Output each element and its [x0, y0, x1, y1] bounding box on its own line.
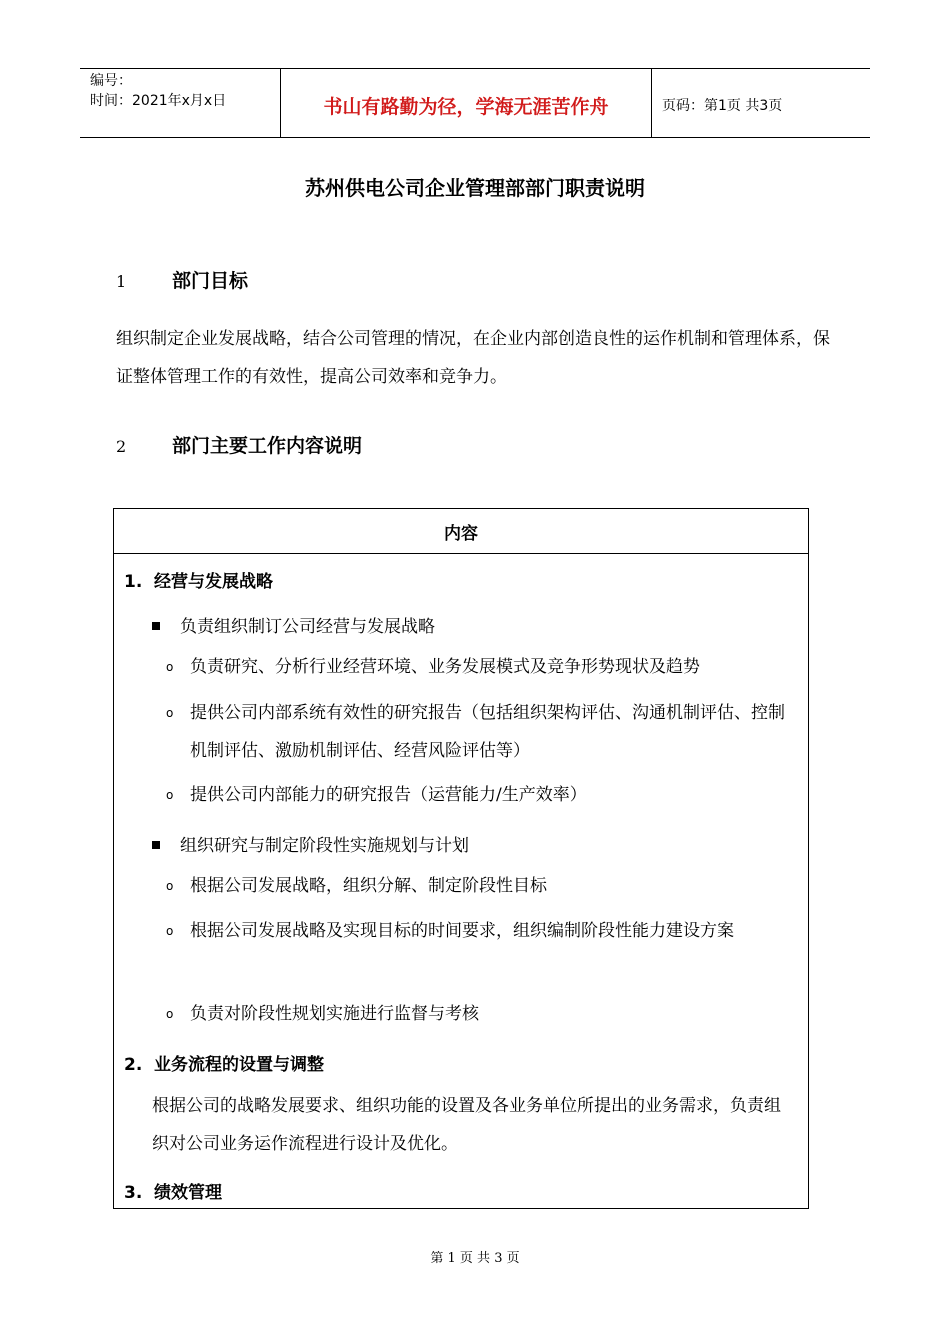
circle-bullet-icon: o — [166, 660, 174, 674]
list-item: o 根据公司发展战略及实现目标的时间要求，组织编制阶段性能力建设方案 — [166, 912, 796, 950]
circle-bullet-icon: o — [166, 788, 174, 802]
header-motto: 书山有路勤为径，学海无涯苦作舟 — [280, 69, 652, 137]
header-meta — [80, 69, 280, 137]
section-1-text: 组织制定企业发展战略，结合公司管理的情况，在企业内部创造良性的运作机制和管理体系，保证整体管理工作的有效性，提高公司效率和竞争力。 — [116, 329, 830, 387]
square-bullet-icon — [152, 622, 160, 630]
circle-bullet-icon: o — [166, 924, 174, 938]
list-item: 组织研究与制定阶段性实施规划与计划 — [152, 831, 469, 856]
section-1-heading — [116, 266, 248, 293]
section-1-title: 部门目标 — [172, 270, 249, 292]
content-table — [113, 508, 809, 1209]
number-label: 编号： — [90, 73, 132, 89]
section-2-heading — [116, 431, 362, 458]
circle-bullet-icon: o — [166, 879, 174, 893]
section-2-number: 2 — [116, 437, 127, 456]
list-item: o 提供公司内部系统有效性的研究报告（包括组织架构评估、沟通机制评估、控制机制评估、激励机制评估、经营风险评估等） — [166, 694, 796, 770]
header-page-info: 页码：第1页 共3页 — [662, 98, 783, 114]
section-1-number: 1 — [116, 272, 127, 291]
circle-bullet-icon: o — [166, 706, 174, 720]
item-2-heading: 2. 业务流程的设置与调整 — [124, 1055, 324, 1075]
circle-bullet-icon: o — [166, 1007, 174, 1021]
item-1-heading: 1. 经营与发展战略 — [124, 572, 273, 592]
list-item: o 根据公司发展战略，组织分解、制定阶段性目标 — [166, 867, 796, 905]
list-item: 负责组织制订公司经营与发展战略 — [152, 612, 435, 637]
page-header — [80, 68, 870, 138]
section-2-title: 部门主要工作内容说明 — [172, 435, 363, 457]
list-item: o 负责对阶段性规划实施进行监督与考核 — [166, 995, 796, 1033]
document-title: 苏州供电公司企业管理部部门职责说明 — [305, 176, 645, 200]
table-header: 内容 — [114, 509, 808, 554]
list-item: o 负责研究、分析行业经营环境、业务发展模式及竞争形势现状及趋势 — [166, 648, 796, 686]
item-2-text: 根据公司的战略发展要求、组织功能的设置及各业务单位所提出的业务需求，负责组织对公司业务运作流程进行设计及优化。 — [152, 1096, 781, 1154]
time-label: 时间：2021年x月x日 — [90, 93, 227, 109]
square-bullet-icon — [152, 841, 160, 849]
list-item: o 提供公司内部能力的研究报告（运营能力/生产效率） — [166, 776, 796, 814]
item-3-heading: 3. 绩效管理 — [124, 1183, 222, 1203]
page-footer: 第 1 页 共 3 页 — [430, 1251, 520, 1266]
